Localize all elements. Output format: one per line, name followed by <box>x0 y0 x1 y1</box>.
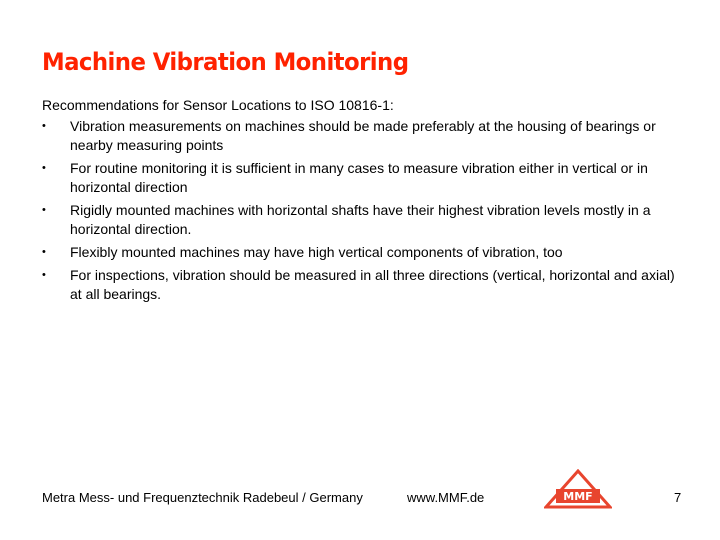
footer-url[interactable]: www.MMF.de <box>407 490 485 505</box>
bullet-icon: • <box>42 120 46 132</box>
bullet-list <box>42 117 682 304</box>
bullet-text: Flexibly mounted machines may have high vertical components of vibration, too <box>70 244 563 260</box>
bullet-item <box>42 117 682 155</box>
svg-text:MMF: MMF <box>563 490 593 503</box>
intro-text: Recommendations for Sensor Locations to ISO 10816-1: <box>42 97 394 113</box>
bullet-icon: • <box>42 246 46 258</box>
bullet-text: Vibration measurements on machines should be made preferably at the housing of bearings or nearby measuring points <box>70 118 656 153</box>
bullet-icon: • <box>42 204 46 216</box>
bullet-item <box>42 266 682 304</box>
footer-company: Metra Mess- und Frequenztechnik Radebeul / Germany <box>42 490 363 505</box>
bullet-item <box>42 201 682 239</box>
mmf-logo-icon <box>544 469 612 509</box>
page-number: 7 <box>674 490 682 505</box>
slide-content <box>42 94 682 308</box>
bullet-item <box>42 159 682 197</box>
bullet-icon: • <box>42 269 46 281</box>
slide-title: Machine Vibration Monitoring <box>42 48 409 76</box>
bullet-item <box>42 243 682 262</box>
bullet-text: Rigidly mounted machines with horizontal shafts have their highest vibration levels mostly in a horizontal direction. <box>70 202 651 237</box>
bullet-icon: • <box>42 162 46 174</box>
bullet-text: For inspections, vibration should be measured in all three directions (vertical, horizontal and axial) at all bearings. <box>70 267 675 302</box>
bullet-text: For routine monitoring it is sufficient in many cases to measure vibration either in vertical or in horizontal direction <box>70 160 648 195</box>
slide-footer <box>0 487 720 511</box>
